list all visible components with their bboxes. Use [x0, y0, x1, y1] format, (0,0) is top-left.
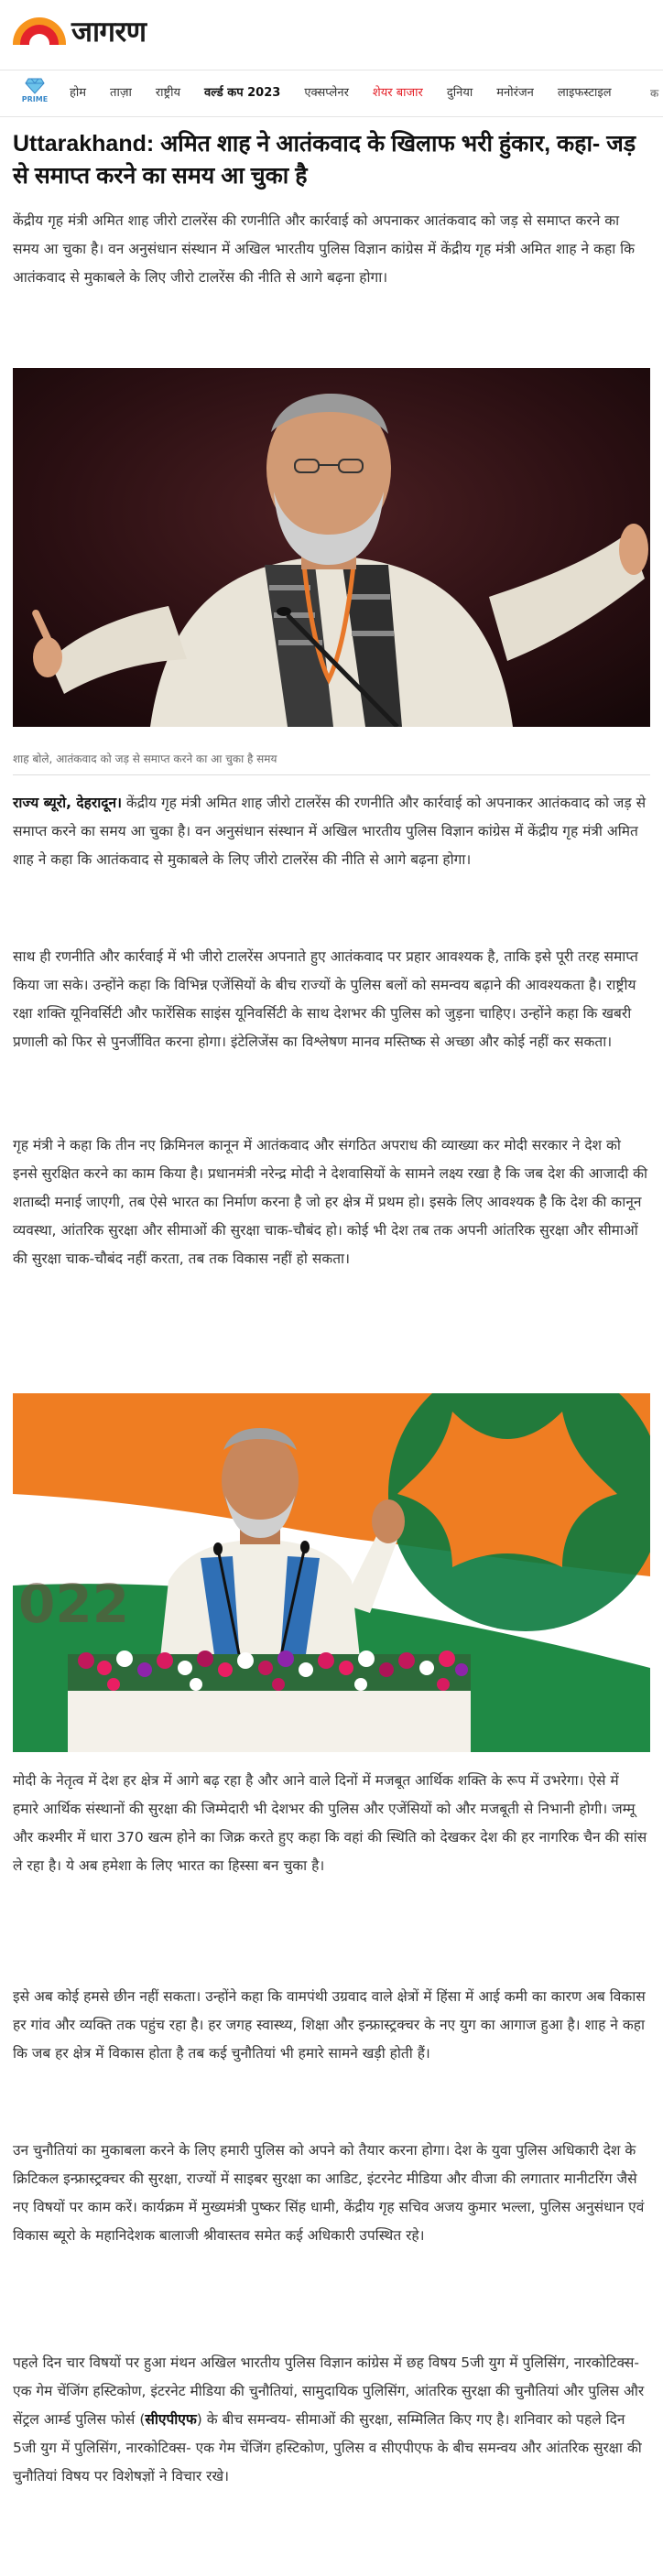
paragraph-7-text-b: ) के बीच समन्वय- सीमाओं की सुरक्षा, सम्मिलित किए गए है। शनिवार को पहले दिन 5जी युग में पुलिसिंग, नारकोटिक्स- एक गेम चेंजिंग हस्टिकोण, पुलिस व सीएपीएफ के बीच समन्वय और आंतरिक सुरक्षा की चुनौतियां विषय पर विशेषज्ञों ने विचार रखे।: [13, 2411, 642, 2484]
nav-item-latest[interactable]: ताज़ा: [110, 86, 132, 100]
nav-item-world-cup[interactable]: वर्ल्ड कप 2023: [204, 86, 281, 100]
nav-item-share-market[interactable]: शेयर बाजार: [372, 86, 423, 100]
nav-item-home[interactable]: होम: [70, 86, 87, 100]
article-paragraph-6: उन चुनौतियां का मुकाबला करने के लिए हमारी पुलिस को अपने को तैयार करना होगा। देश के युवा पुलिस अधिकारी देश के क्रिटिकल इन्फ्रास्ट्रक्चर की सुरक्षा, राज्यों में साइबर सुरक्षा का आडिट, इंटरनेट मीडिया और वीजा की लगातार मानीटरिंग जैसे नए विषयों पर काम करें। कार्यक्रम में मुख्यमंत्री पुष्कर सिंह धामी, केंद्रीय गृह सचिव अजय कुमार भल्ला, पुलिस अनुसंधान एवं विकास ब्यूरो के महानिदेशक बालाजी श्रीवास्तव समेत कई अधिकारी उपस्थित रहे।: [13, 2142, 645, 2244]
amit-shah-speech-photo: [13, 368, 650, 727]
nav-prime[interactable]: [18, 78, 51, 111]
nav-item-truncated[interactable]: क: [650, 70, 663, 116]
nav-item-explainer[interactable]: एक्सप्लेनर: [304, 86, 349, 100]
article-summary: केंद्रीय गृह मंत्री अमित शाह जीरो टालरेंस की रणनीति और कार्रवाई को अपनाकर आतंकवाद को जड़ से समाप्त करने का समय आ चुका है। वन अनुसंधान संस्थान में अखिल भारतीय पुलिस विज्ञान कांग्रेस में केंद्रीय गृह मंत्री अमित शाह ने कहा कि आतंकवाद से मुकाबले के लिए जीरो टालरेंस की नीति से आगे बढ़ना होगा।: [13, 212, 636, 286]
backdrop-year-digits: 022: [18, 1573, 130, 1635]
nav-item-national[interactable]: राष्ट्रीय: [155, 86, 181, 100]
article-paragraph-7: [13, 2349, 648, 2491]
nav-item-world[interactable]: दुनिया: [446, 86, 473, 100]
paragraph-1-text: केंद्रीय गृह मंत्री अमित शाह जीरो टालरेंस की रणनीति और कार्रवाई को अपनाकर आतंकवाद को जड़ से समाप्त करने का समय आ चुका है। वन अनुसंधान संस्थान में अखिल भारतीय पुलिस विज्ञान कांग्रेस में केंद्रीय गृह मंत्री अमित शाह ने कहा कि आतंकवाद से मुकाबले के लिए जीरो टालरेंस की नीति से आगे बढ़ना होगा।: [13, 795, 647, 868]
article-photo-2: [13, 1393, 650, 1752]
logo-text: जागरण: [71, 16, 147, 49]
amit-shah-podium-photo: [13, 1393, 650, 1752]
nav-item-entertainment[interactable]: मनोरंजन: [496, 86, 534, 100]
article-paragraph-3: गृह मंत्री ने कहा कि तीन नए क्रिमिनल कानून में आतंकवाद और संगठित अपराध की व्याख्या कर मोदी सरकार ने देश को इनसे सुरक्षित करने का काम किया है। प्रधानमंत्री नरेन्द्र मोदी ने देशवासियों के सामने लक्ष्य रखा है कि जब देश की आजादी की शताब्दी मनाई जाएगी, तब ऐसे भारत का निर्माण करना है जो हर क्षेत्र में प्रथम हो। इसके लिए आवश्यक है कि देश की कानून व्यवस्था, आंतरिक सुरक्षा और सीमाओं की सुरक्षा चाक-चौबंद हो। कोई भी देश तब तक अपनी आंतरिक सुरक्षा और सीमाओं की सुरक्षा चाक-चौबंद नहीं करता, तब तक विकास नहीं हो सकता।: [13, 1137, 648, 1267]
nav-items: [70, 70, 636, 116]
article-paragraph-5: इसे अब कोई हमसे छीन नहीं सकता। उन्होंने कहा कि वामपंथी उग्रवाद वाले क्षेत्रों में हिंसा में आई कमी का कारण अब विकास हर गांव और व्यक्ति तक पहुंच रहा है। हर जगह स्वास्थ्य, शिक्षा और इन्फ्रास्ट्रक्चर के नए युग का आगाज हुआ है। शाह ने कहा कि जब हर क्षेत्र में विकास होता है तब कई चुनौतियां भी हमारे सामने खड़ी होती हैं।: [13, 1988, 646, 2062]
article-dateline: राज्य ब्यूरो, देहरादून।: [13, 795, 122, 811]
article-photo-1: [13, 368, 650, 727]
prime-label: PRIME: [21, 95, 49, 103]
nav-item-lifestyle[interactable]: लाइफस्टाइल: [557, 86, 612, 100]
article-paragraph-2: साथ ही रणनीति और कार्रवाई में भी जीरो टालरेंस अपनाते हुए आतंकवाद पर प्रहार आवश्यक है, ताकि इसे पूरी तरह समाप्त किया जा सके। उन्होंने कहा कि विभिन्न एजेंसियों के बीच राज्यों के पुलिस बलों को समन्वय बढ़ाने की आवश्यकता है। राष्ट्रीय रक्षा शक्ति यूनिवर्सिटी और फारेंसिक साइंस यूनिवर्सिटी के साथ देशभर की पुलिस को जुड़ना चाहिए। उन्होंने कहा कि खबरी प्रणाली को फिर से पुनर्जीवित करना होगा। इंटेलिजेंस का विश्लेषण मानव मस्तिष्क से अच्छा और कोई नहीं कर सकता।: [13, 948, 638, 1050]
photo-1-caption: शाह बोले, आतंकवाद को जड़ से समाप्त करने का आ चुका है समय: [13, 751, 650, 775]
main-nav: [0, 70, 663, 117]
paragraph-7-text-a: पहले दिन चार विषयों पर हुआ मंथन अखिल भारतीय पुलिस विज्ञान कांग्रेस में छह विषय 5जी युग में पुलिसिंग, नारकोटिक्स-एक गेम चेंजिंग हस्टिकोण, इंटरनेट मीडिया की चुनौतियां, सामुदायिक पुलिसिंग, आंतरिक सुरक्षा की चुनौतियां और पुलिस और सेंट्रल आर्म्ड पुलिस फोर्स (: [13, 2354, 645, 2428]
site-header: [0, 0, 663, 62]
article-paragraph-1: [13, 789, 648, 874]
capf-bold: सीएपीएफ: [145, 2411, 197, 2428]
prime-diamond-icon: [25, 78, 45, 94]
sun-logo-icon: [13, 17, 66, 45]
jagran-logo[interactable]: [13, 13, 147, 49]
article-headline: Uttarakhand: अमित शाह ने आतंकवाद के खिलाफ भरी हुंकार, कहा- जड़ से समाप्त करने का समय आ चुका है: [13, 131, 636, 189]
article-paragraph-4: मोदी के नेतृत्व में देश हर क्षेत्र में आगे बढ़ रहा है और आने वाले दिनों में मजबूत आर्थिक शक्ति के रूप में उभरेगा। ऐसे में हमारे आर्थिक संस्थानों की सुरक्षा की जिम्मेदारी भी देशभर की पुलिस और एजेंसियों को और मजबूती से निभानी होगी। जम्मू और कश्मीर में धारा 370 खत्म होने का जिक्र करते हुए कहा कि वहां की स्थिति को देखकर देश की हर नागरिक चैन की सांस ले रहा है। ये अब हमेशा के लिए भारत का हिस्सा बन चुका है।: [13, 1772, 647, 1874]
